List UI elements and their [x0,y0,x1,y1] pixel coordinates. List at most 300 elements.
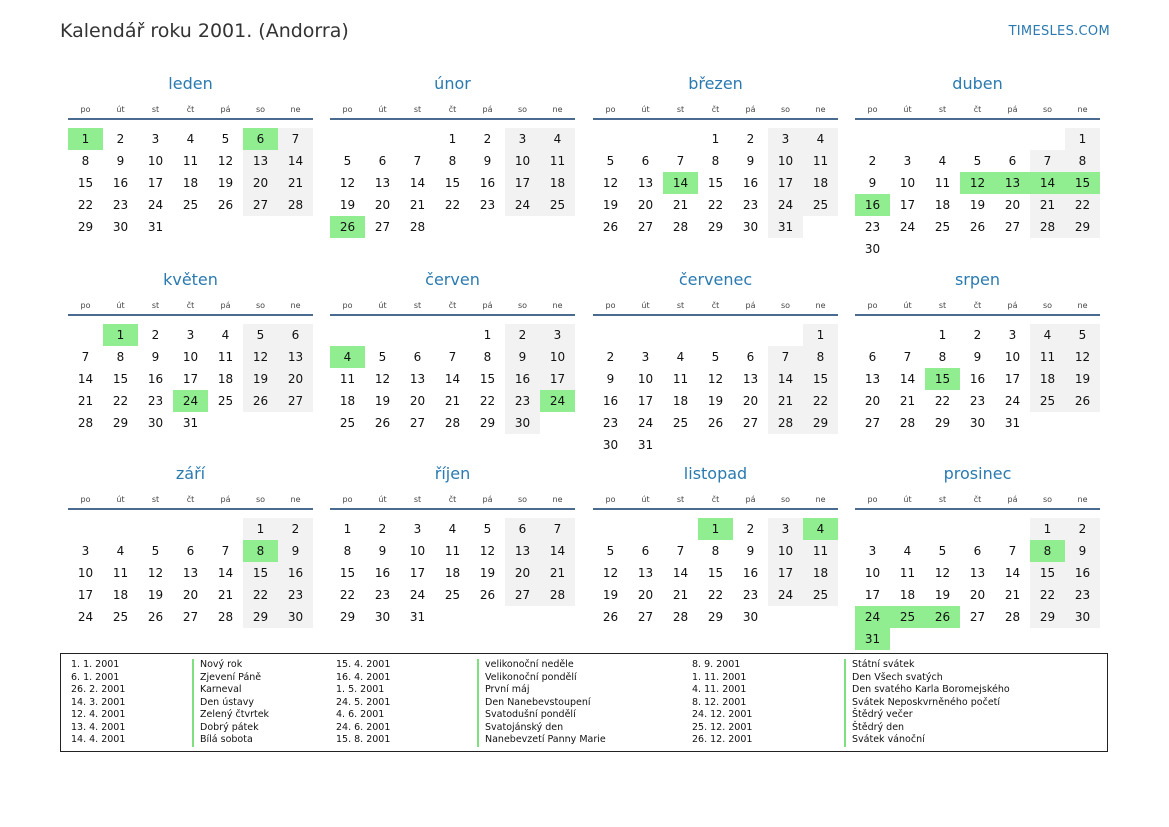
day-cell: 26 [969,220,986,234]
day-cell: 12 [147,566,164,580]
weekday-header: út [378,495,387,504]
day-cell: 13 [969,566,986,580]
day-cell: 27 [742,416,759,430]
weekday-header: út [378,105,387,114]
day-cell: 27 [864,416,881,430]
day-cell: 19 [707,394,724,408]
legend-date: 6. 1. 2001 [71,671,120,683]
legend-date: 1. 5. 2001 [336,684,385,695]
legend-holiday-name: Svátek Neposkvrněného početí [844,697,1000,710]
day-cell: 24 [768,194,803,216]
day-cell: 6 [1008,154,1017,168]
day-cell: 21 [217,588,234,602]
day-cell: 21 [672,198,689,212]
weekday-header: po [342,105,353,114]
day-cell: 4 [186,132,195,146]
day-cell: 31 [768,216,803,238]
day-cell: 8 [1065,150,1100,172]
day-cell: 7 [676,544,685,558]
day-cell: 3 [868,544,877,558]
weekday-header: po [605,495,616,504]
day-cell: 31 [1004,416,1021,430]
legend-date: 16. 4. 2001 [336,671,391,683]
day-cell: 24 [1004,394,1021,408]
day-cell: 5 [606,544,615,558]
day-cell: 5 [243,324,278,346]
day-cell: 14 [540,540,575,562]
day-cell: 22 [77,198,94,212]
day-cell: 5 [483,522,492,536]
legend-holiday-name: První máj [477,684,530,697]
day-cell: 28 [409,220,426,234]
month-name: květen [163,270,218,289]
day-cell: 8 [343,544,352,558]
day-cell: 1 [711,132,720,146]
day-cell: 20 [374,198,391,212]
weekday-header: ne [815,105,826,114]
day-cell: 3 [505,128,540,150]
header-divider [593,118,838,120]
day-cell: 13 [278,346,313,368]
day-cell: 4 [1030,324,1065,346]
header-divider [855,118,1100,120]
day-cell: 24 [409,588,426,602]
legend-date: 8. 12. 2001 [692,696,747,708]
holiday-day-cell: 15 [1065,172,1100,194]
day-cell: 17 [637,394,654,408]
day-cell: 3 [768,128,803,150]
day-cell: 9 [746,154,755,168]
day-cell: 28 [278,194,313,216]
weekday-header: pá [1007,105,1018,114]
legend-date: 8. 9. 2001 [692,659,741,670]
day-cell: 22 [444,198,461,212]
day-cell: 18 [803,172,838,194]
weekday-header: čt [973,105,982,114]
holiday-day-cell: 12 [960,172,995,194]
day-cell: 1 [243,518,278,540]
day-cell: 22 [1030,584,1065,606]
day-cell: 10 [147,154,164,168]
day-cell: 26 [602,220,619,234]
day-cell: 19 [374,394,391,408]
weekday-header: st [151,495,160,504]
day-cell: 30 [969,416,986,430]
weekday-header: út [116,301,125,310]
weekday-header: po [605,301,616,310]
header-divider [68,314,313,316]
day-cell: 11 [803,150,838,172]
header-divider [68,118,313,120]
day-cell: 18 [899,588,916,602]
page-title: Kalendář roku 2001. (Andorra) [60,20,349,42]
day-cell: 21 [899,394,916,408]
weekday-header: so [517,105,528,114]
weekday-header: po [80,495,91,504]
weekday-header: po [80,301,91,310]
day-cell: 27 [1004,220,1021,234]
weekday-header: so [780,105,791,114]
day-cell: 24 [768,584,803,606]
day-cell: 9 [606,372,615,386]
day-cell: 10 [864,566,881,580]
weekday-header: pá [1007,495,1018,504]
day-cell: 10 [505,150,540,172]
day-cell: 30 [1065,606,1100,628]
day-cell: 5 [343,154,352,168]
day-cell: 9 [278,540,313,562]
day-cell: 18 [934,198,951,212]
day-cell: 15 [707,176,724,190]
day-cell: 16 [479,176,496,190]
weekday-header: pá [482,301,493,310]
day-cell: 23 [742,198,759,212]
day-cell: 1 [483,328,492,342]
day-cell: 21 [672,588,689,602]
day-cell: 21 [1004,588,1021,602]
day-cell: 29 [112,416,129,430]
legend-date: 24. 12. 2001 [692,709,753,720]
day-cell: 8 [711,154,720,168]
holiday-day-cell: 24 [855,606,890,628]
brand-link[interactable]: TIMESLES.COM [1008,24,1110,39]
legend-holiday-name: Den ústavy [192,697,254,710]
weekday-header: pá [482,495,493,504]
day-cell: 4 [803,128,838,150]
weekday-header: po [80,105,91,114]
legend-holiday-name: Svátek vánoční [844,734,925,747]
day-cell: 8 [938,350,947,364]
day-cell: 14 [409,176,426,190]
day-cell: 23 [602,416,619,430]
weekday-header: út [116,495,125,504]
day-cell: 7 [413,154,422,168]
day-cell: 19 [243,368,278,390]
weekday-header: st [151,105,160,114]
day-cell: 9 [1065,540,1100,562]
day-cell: 26 [374,416,391,430]
weekday-header: ne [552,495,563,504]
day-cell: 13 [505,540,540,562]
weekday-header: út [116,105,125,114]
day-cell: 5 [973,154,982,168]
day-cell: 13 [374,176,391,190]
legend-holiday-name: Svatojánský den [477,722,563,735]
day-cell: 29 [934,416,951,430]
day-cell: 17 [768,562,803,584]
day-cell: 29 [479,416,496,430]
day-cell: 8 [711,544,720,558]
day-cell: 11 [540,150,575,172]
legend-date: 14. 4. 2001 [71,734,126,745]
weekday-header: čt [186,495,195,504]
weekday-header: so [255,105,266,114]
header-divider [68,508,313,510]
day-cell: 20 [505,562,540,584]
holiday-day-cell: 26 [925,606,960,628]
day-cell: 29 [243,606,278,628]
day-cell: 31 [182,416,199,430]
day-cell: 9 [151,350,160,364]
weekday-header: pá [745,105,756,114]
day-cell: 11 [444,544,461,558]
day-cell: 23 [374,588,391,602]
day-cell: 9 [868,176,877,190]
day-cell: 7 [768,346,803,368]
day-cell: 9 [116,154,125,168]
day-cell: 22 [707,198,724,212]
day-cell: 1 [343,522,352,536]
holiday-day-cell: 1 [68,128,103,150]
day-cell: 1 [1065,128,1100,150]
day-cell: 12 [602,176,619,190]
day-cell: 13 [409,372,426,386]
day-cell: 12 [217,154,234,168]
day-cell: 9 [505,346,540,368]
day-cell: 29 [77,220,94,234]
day-cell: 10 [899,176,916,190]
day-cell: 7 [221,544,230,558]
day-cell: 5 [606,154,615,168]
day-cell: 2 [868,154,877,168]
day-cell: 14 [278,150,313,172]
day-cell: 20 [864,394,881,408]
month-name: září [175,464,206,483]
day-cell: 20 [278,368,313,390]
day-cell: 22 [803,390,838,412]
legend-holiday-name: Štědrý večer [844,709,913,722]
weekday-header: pá [220,105,231,114]
legend-date: 15. 8. 2001 [336,734,391,745]
day-cell: 1 [938,328,947,342]
weekday-header: čt [711,301,720,310]
weekday-header: so [255,495,266,504]
day-cell: 8 [81,154,90,168]
day-cell: 18 [1030,368,1065,390]
day-cell: 28 [540,584,575,606]
holiday-day-cell: 14 [1030,172,1065,194]
day-cell: 16 [147,372,164,386]
header-divider [855,508,1100,510]
day-cell: 30 [505,412,540,434]
legend-holiday-name: Karneval [192,684,242,697]
legend-holiday-name: Den Nanebevstoupení [477,697,591,710]
holiday-day-cell: 25 [890,606,925,628]
month-name: červen [425,270,480,289]
day-cell: 16 [742,566,759,580]
day-cell: 4 [221,328,230,342]
weekday-header: pá [482,105,493,114]
legend-holiday-name: Štědrý den [844,722,904,735]
day-cell: 29 [1065,216,1100,238]
day-cell: 23 [1065,584,1100,606]
holiday-day-cell: 8 [243,540,278,562]
weekday-header: st [413,105,422,114]
day-cell: 2 [746,522,755,536]
day-cell: 10 [540,346,575,368]
day-cell: 6 [641,154,650,168]
day-cell: 24 [899,220,916,234]
day-cell: 27 [182,610,199,624]
day-cell: 2 [278,518,313,540]
day-cell: 11 [217,350,234,364]
holiday-day-cell: 4 [330,346,365,368]
day-cell: 23 [742,588,759,602]
holiday-day-cell: 24 [540,390,575,412]
weekday-header: čt [711,495,720,504]
day-cell: 13 [243,150,278,172]
day-cell: 2 [505,324,540,346]
day-cell: 11 [672,372,689,386]
day-cell: 29 [803,412,838,434]
day-cell: 25 [217,394,234,408]
day-cell: 30 [864,242,881,256]
day-cell: 7 [903,350,912,364]
day-cell: 23 [479,198,496,212]
day-cell: 12 [1065,346,1100,368]
month-name: březen [688,74,743,93]
day-cell: 4 [938,154,947,168]
day-cell: 2 [1065,518,1100,540]
day-cell: 6 [186,544,195,558]
day-cell: 3 [186,328,195,342]
day-cell: 16 [505,368,540,390]
weekday-header: st [413,301,422,310]
day-cell: 22 [934,394,951,408]
weekday-header: út [903,105,912,114]
day-cell: 15 [243,562,278,584]
legend-date: 25. 12. 2001 [692,721,753,733]
weekday-header: čt [448,105,457,114]
day-cell: 16 [278,562,313,584]
day-cell: 8 [803,346,838,368]
legend-date: 24. 6. 2001 [336,721,391,733]
day-cell: 10 [77,566,94,580]
day-cell: 24 [77,610,94,624]
month-name: červenec [678,270,753,289]
day-cell: 21 [444,394,461,408]
weekday-header: čt [448,301,457,310]
weekday-header: po [867,105,878,114]
day-cell: 3 [81,544,90,558]
day-cell: 30 [602,438,619,452]
holiday-day-cell: 1 [103,324,138,346]
header-divider [330,314,575,316]
day-cell: 4 [116,544,125,558]
weekday-header: st [413,495,422,504]
day-cell: 21 [768,390,803,412]
day-cell: 11 [803,540,838,562]
day-cell: 4 [903,544,912,558]
day-cell: 28 [672,610,689,624]
weekday-header: čt [973,301,982,310]
weekday-header: út [903,495,912,504]
day-cell: 21 [77,394,94,408]
day-cell: 21 [409,198,426,212]
day-cell: 3 [540,324,575,346]
day-cell: 6 [973,544,982,558]
holiday-day-cell: 31 [855,628,890,650]
day-cell: 27 [243,194,278,216]
legend-holiday-name: velikonoční neděle [477,659,574,672]
day-cell: 10 [768,150,803,172]
day-cell: 8 [448,154,457,168]
day-cell: 29 [1030,606,1065,628]
day-cell: 10 [409,544,426,558]
day-cell: 15 [339,566,356,580]
day-cell: 22 [339,588,356,602]
day-cell: 17 [768,172,803,194]
day-cell: 17 [505,172,540,194]
weekday-header: ne [1077,495,1088,504]
weekday-header: pá [745,495,756,504]
day-cell: 25 [803,584,838,606]
day-cell: 10 [1004,350,1021,364]
weekday-header: pá [220,301,231,310]
day-cell: 18 [672,394,689,408]
day-cell: 7 [278,128,313,150]
weekday-header: ne [815,301,826,310]
month-name: únor [434,74,471,93]
legend-date: 24. 5. 2001 [336,696,391,708]
day-cell: 7 [1008,544,1017,558]
day-cell: 14 [444,372,461,386]
day-cell: 4 [676,350,685,364]
day-cell: 12 [243,346,278,368]
day-cell: 28 [1030,216,1065,238]
day-cell: 3 [1008,328,1017,342]
day-cell: 11 [899,566,916,580]
weekday-header: st [938,495,947,504]
weekday-header: pá [745,301,756,310]
weekday-header: ne [815,495,826,504]
weekday-header: čt [186,105,195,114]
day-cell: 19 [147,588,164,602]
day-cell: 15 [444,176,461,190]
legend-holiday-name: Nanebevzetí Panny Marie [477,734,606,747]
day-cell: 16 [1065,562,1100,584]
day-cell: 14 [1004,566,1021,580]
weekday-header: ne [290,301,301,310]
day-cell: 23 [147,394,164,408]
day-cell: 19 [969,198,986,212]
month-name: duben [952,74,1003,93]
day-cell: 14 [768,368,803,390]
weekday-header: út [903,301,912,310]
day-cell: 9 [378,544,387,558]
day-cell: 8 [483,350,492,364]
day-cell: 25 [339,416,356,430]
legend-date: 26. 12. 2001 [692,734,753,745]
day-cell: 18 [182,176,199,190]
day-cell: 27 [637,220,654,234]
day-cell: 12 [934,566,951,580]
day-cell: 19 [602,198,619,212]
holiday-day-cell: 8 [1030,540,1065,562]
legend-holiday-name: Bílá sobota [192,734,253,747]
day-cell: 23 [864,220,881,234]
weekday-header: čt [711,105,720,114]
day-cell: 16 [742,176,759,190]
day-cell: 12 [374,372,391,386]
day-cell: 17 [77,588,94,602]
weekday-header: so [517,301,528,310]
day-cell: 19 [479,566,496,580]
legend-date: 13. 4. 2001 [71,721,126,733]
day-cell: 19 [217,176,234,190]
day-cell: 11 [339,372,356,386]
day-cell: 20 [637,588,654,602]
